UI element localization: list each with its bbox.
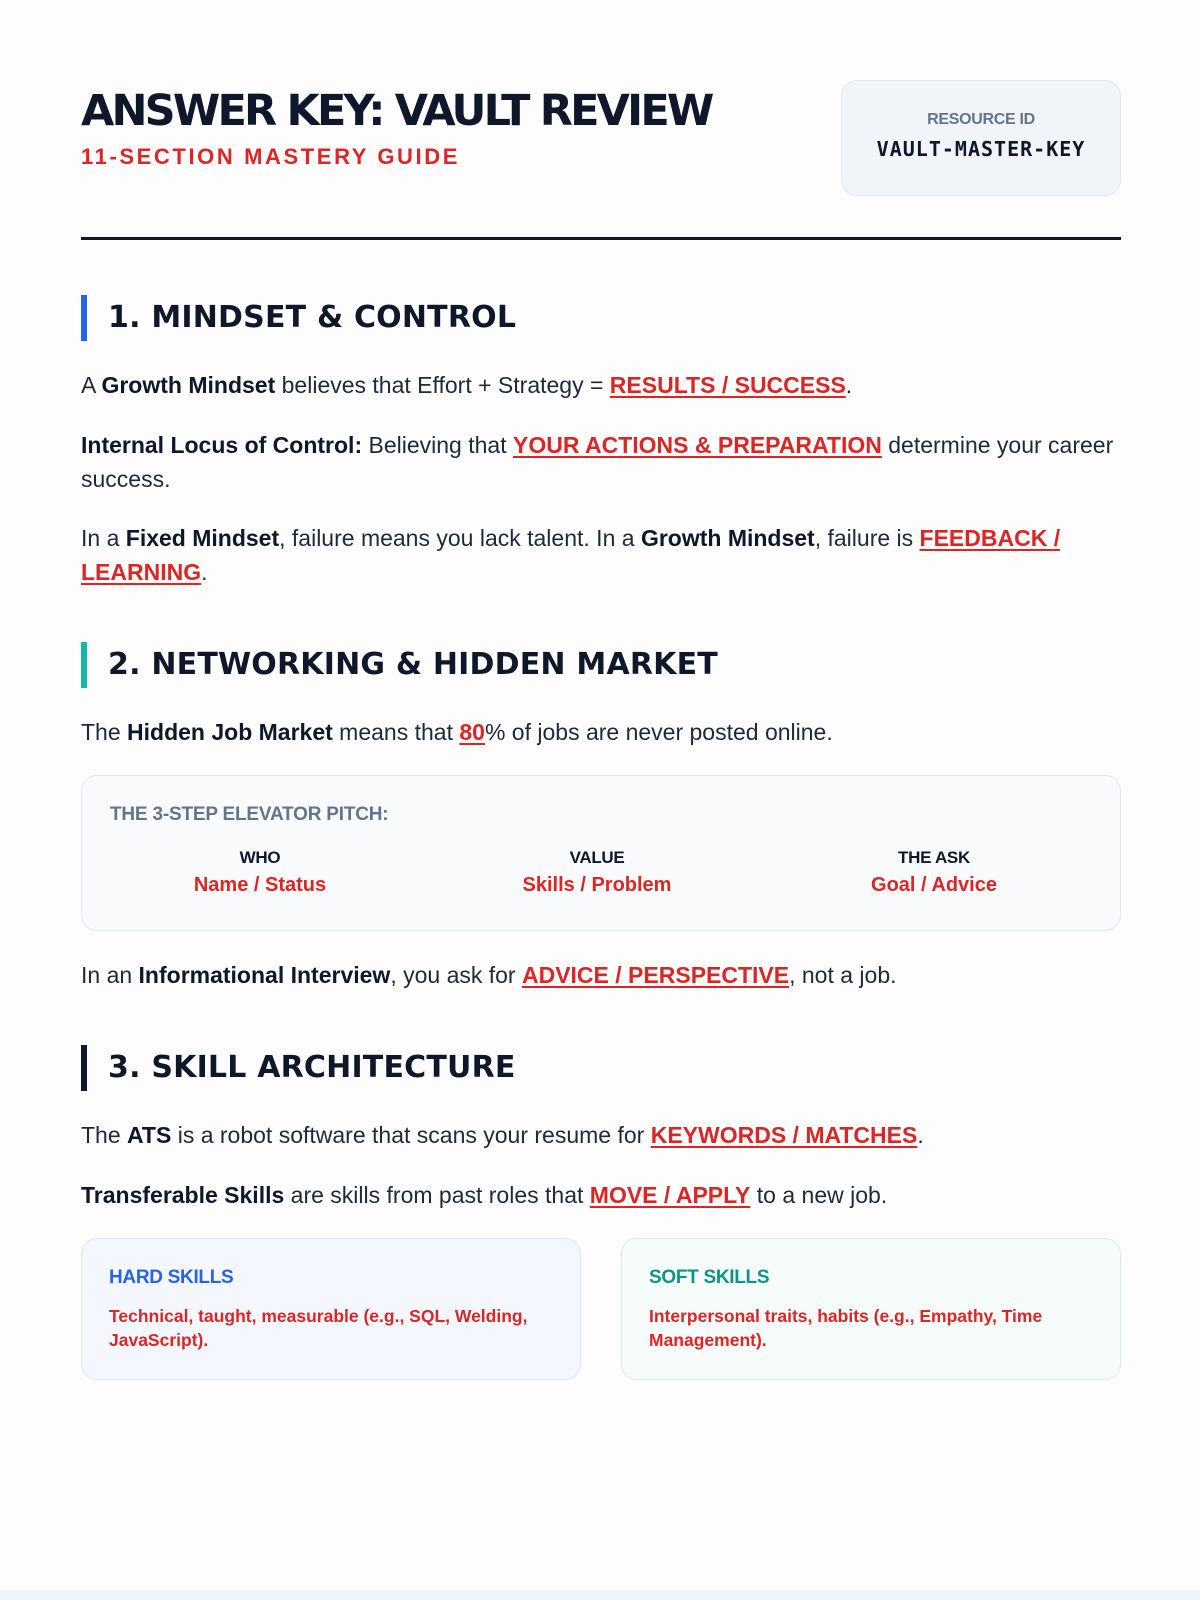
answer-keywords-matches: KEYWORDS / MATCHES (650, 1122, 918, 1148)
text: to a new job. (750, 1182, 888, 1208)
section-accent-bar (81, 642, 87, 688)
soft-skills-title: SOFT SKILLS (649, 1267, 770, 1288)
text: In a (81, 525, 126, 551)
section-accent-bar (81, 1045, 87, 1091)
term-hidden-job-market: Hidden Job Market (127, 719, 333, 745)
text: , failure means you lack talent. In a (279, 525, 641, 551)
text: , not a job. (789, 962, 897, 988)
section-3-heading (81, 1045, 516, 1091)
step-answer: Goal / Advice (871, 874, 997, 896)
section-3-paragraph-2 (81, 1178, 1121, 1212)
resource-id-badge (841, 80, 1121, 196)
term-ats: ATS (127, 1122, 172, 1148)
pitch-step-value (427, 848, 767, 897)
resource-id-label: RESOURCE ID (927, 111, 1035, 128)
text: is a robot software that scans your resume for (171, 1122, 651, 1148)
step-label: THE ASK (898, 848, 970, 867)
term-internal-locus: Internal Locus of Control: (81, 432, 363, 458)
answer-move-apply: MOVE / APPLY (589, 1182, 751, 1208)
elevator-pitch-box (81, 775, 1121, 931)
text: are skills from past roles that (284, 1182, 590, 1208)
text: Believing that (362, 432, 513, 458)
section-accent-bar (81, 295, 87, 341)
answer-feedback-learning: FEEDBACK / LEARNING (81, 525, 1061, 585)
section-2-title: 2. NETWORKING & HIDDEN MARKET (108, 647, 718, 682)
page-header (81, 80, 1121, 200)
answer-results-success: RESULTS / SUCCESS (609, 372, 846, 398)
text: In an (81, 962, 139, 988)
step-label: VALUE (569, 848, 625, 867)
section-1-paragraph-1 (81, 368, 1121, 402)
elevator-pitch-title: THE 3-STEP ELEVATOR PITCH: (110, 804, 389, 825)
text: The (81, 1122, 128, 1148)
text: . (201, 559, 208, 585)
pitch-step-the-ask (764, 848, 1104, 897)
text: , failure is (814, 525, 920, 551)
soft-skills-description: Interpersonal traits, habits (e.g., Empathy, Time Management). (649, 1306, 1043, 1350)
text: The (81, 719, 128, 745)
hard-skills-description: Technical, taught, measurable (e.g., SQL, Welding, JavaScript). (109, 1306, 528, 1350)
section-2-paragraph-1 (81, 715, 1121, 749)
section-1-heading (81, 295, 516, 341)
text: determine your career success. (81, 432, 1114, 492)
text: believes that Effort + Strategy = (275, 372, 610, 398)
text: means that (332, 719, 460, 745)
section-3-paragraph-1 (81, 1118, 1121, 1152)
section-2-heading (81, 642, 718, 688)
answer-key-page (81, 0, 1121, 1590)
soft-skills-card (621, 1238, 1121, 1380)
section-2-paragraph-2 (81, 958, 1121, 992)
answer-advice-perspective: ADVICE / PERSPECTIVE (521, 962, 790, 988)
step-answer: Name / Status (193, 874, 327, 896)
answer-80: 80 (459, 719, 485, 745)
section-1-paragraph-2 (81, 428, 1121, 496)
term-transferable-skills: Transferable Skills (81, 1182, 285, 1208)
text: % of jobs are never posted online. (484, 719, 833, 745)
step-answer: Skills / Problem (522, 874, 672, 896)
hard-skills-card (81, 1238, 581, 1380)
step-label: WHO (239, 848, 281, 867)
pitch-step-who (90, 848, 430, 897)
section-1-paragraph-3 (81, 521, 1121, 589)
page-subtitle: 11-SECTION MASTERY GUIDE (81, 144, 461, 169)
term-informational-interview: Informational Interview (138, 962, 391, 988)
text: A (81, 372, 102, 398)
text: . (917, 1122, 924, 1148)
header-divider (81, 237, 1121, 240)
text: , you ask for (390, 962, 522, 988)
hard-skills-title: HARD SKILLS (109, 1267, 234, 1288)
bottom-strip (0, 1590, 1200, 1600)
answer-actions-preparation: YOUR ACTIONS & PREPARATION (512, 432, 882, 458)
section-1-title: 1. MINDSET & CONTROL (108, 300, 517, 335)
resource-id-value: VAULT-MASTER-KEY (876, 137, 1086, 161)
term-fixed-mindset: Fixed Mindset (125, 525, 280, 551)
page-title: ANSWER KEY: VAULT REVIEW (81, 86, 712, 136)
text: . (845, 372, 853, 398)
term-growth-mindset: Growth Mindset (101, 372, 276, 398)
term-growth-mindset: Growth Mindset (640, 525, 815, 551)
section-3-title: 3. SKILL ARCHITECTURE (108, 1050, 516, 1085)
